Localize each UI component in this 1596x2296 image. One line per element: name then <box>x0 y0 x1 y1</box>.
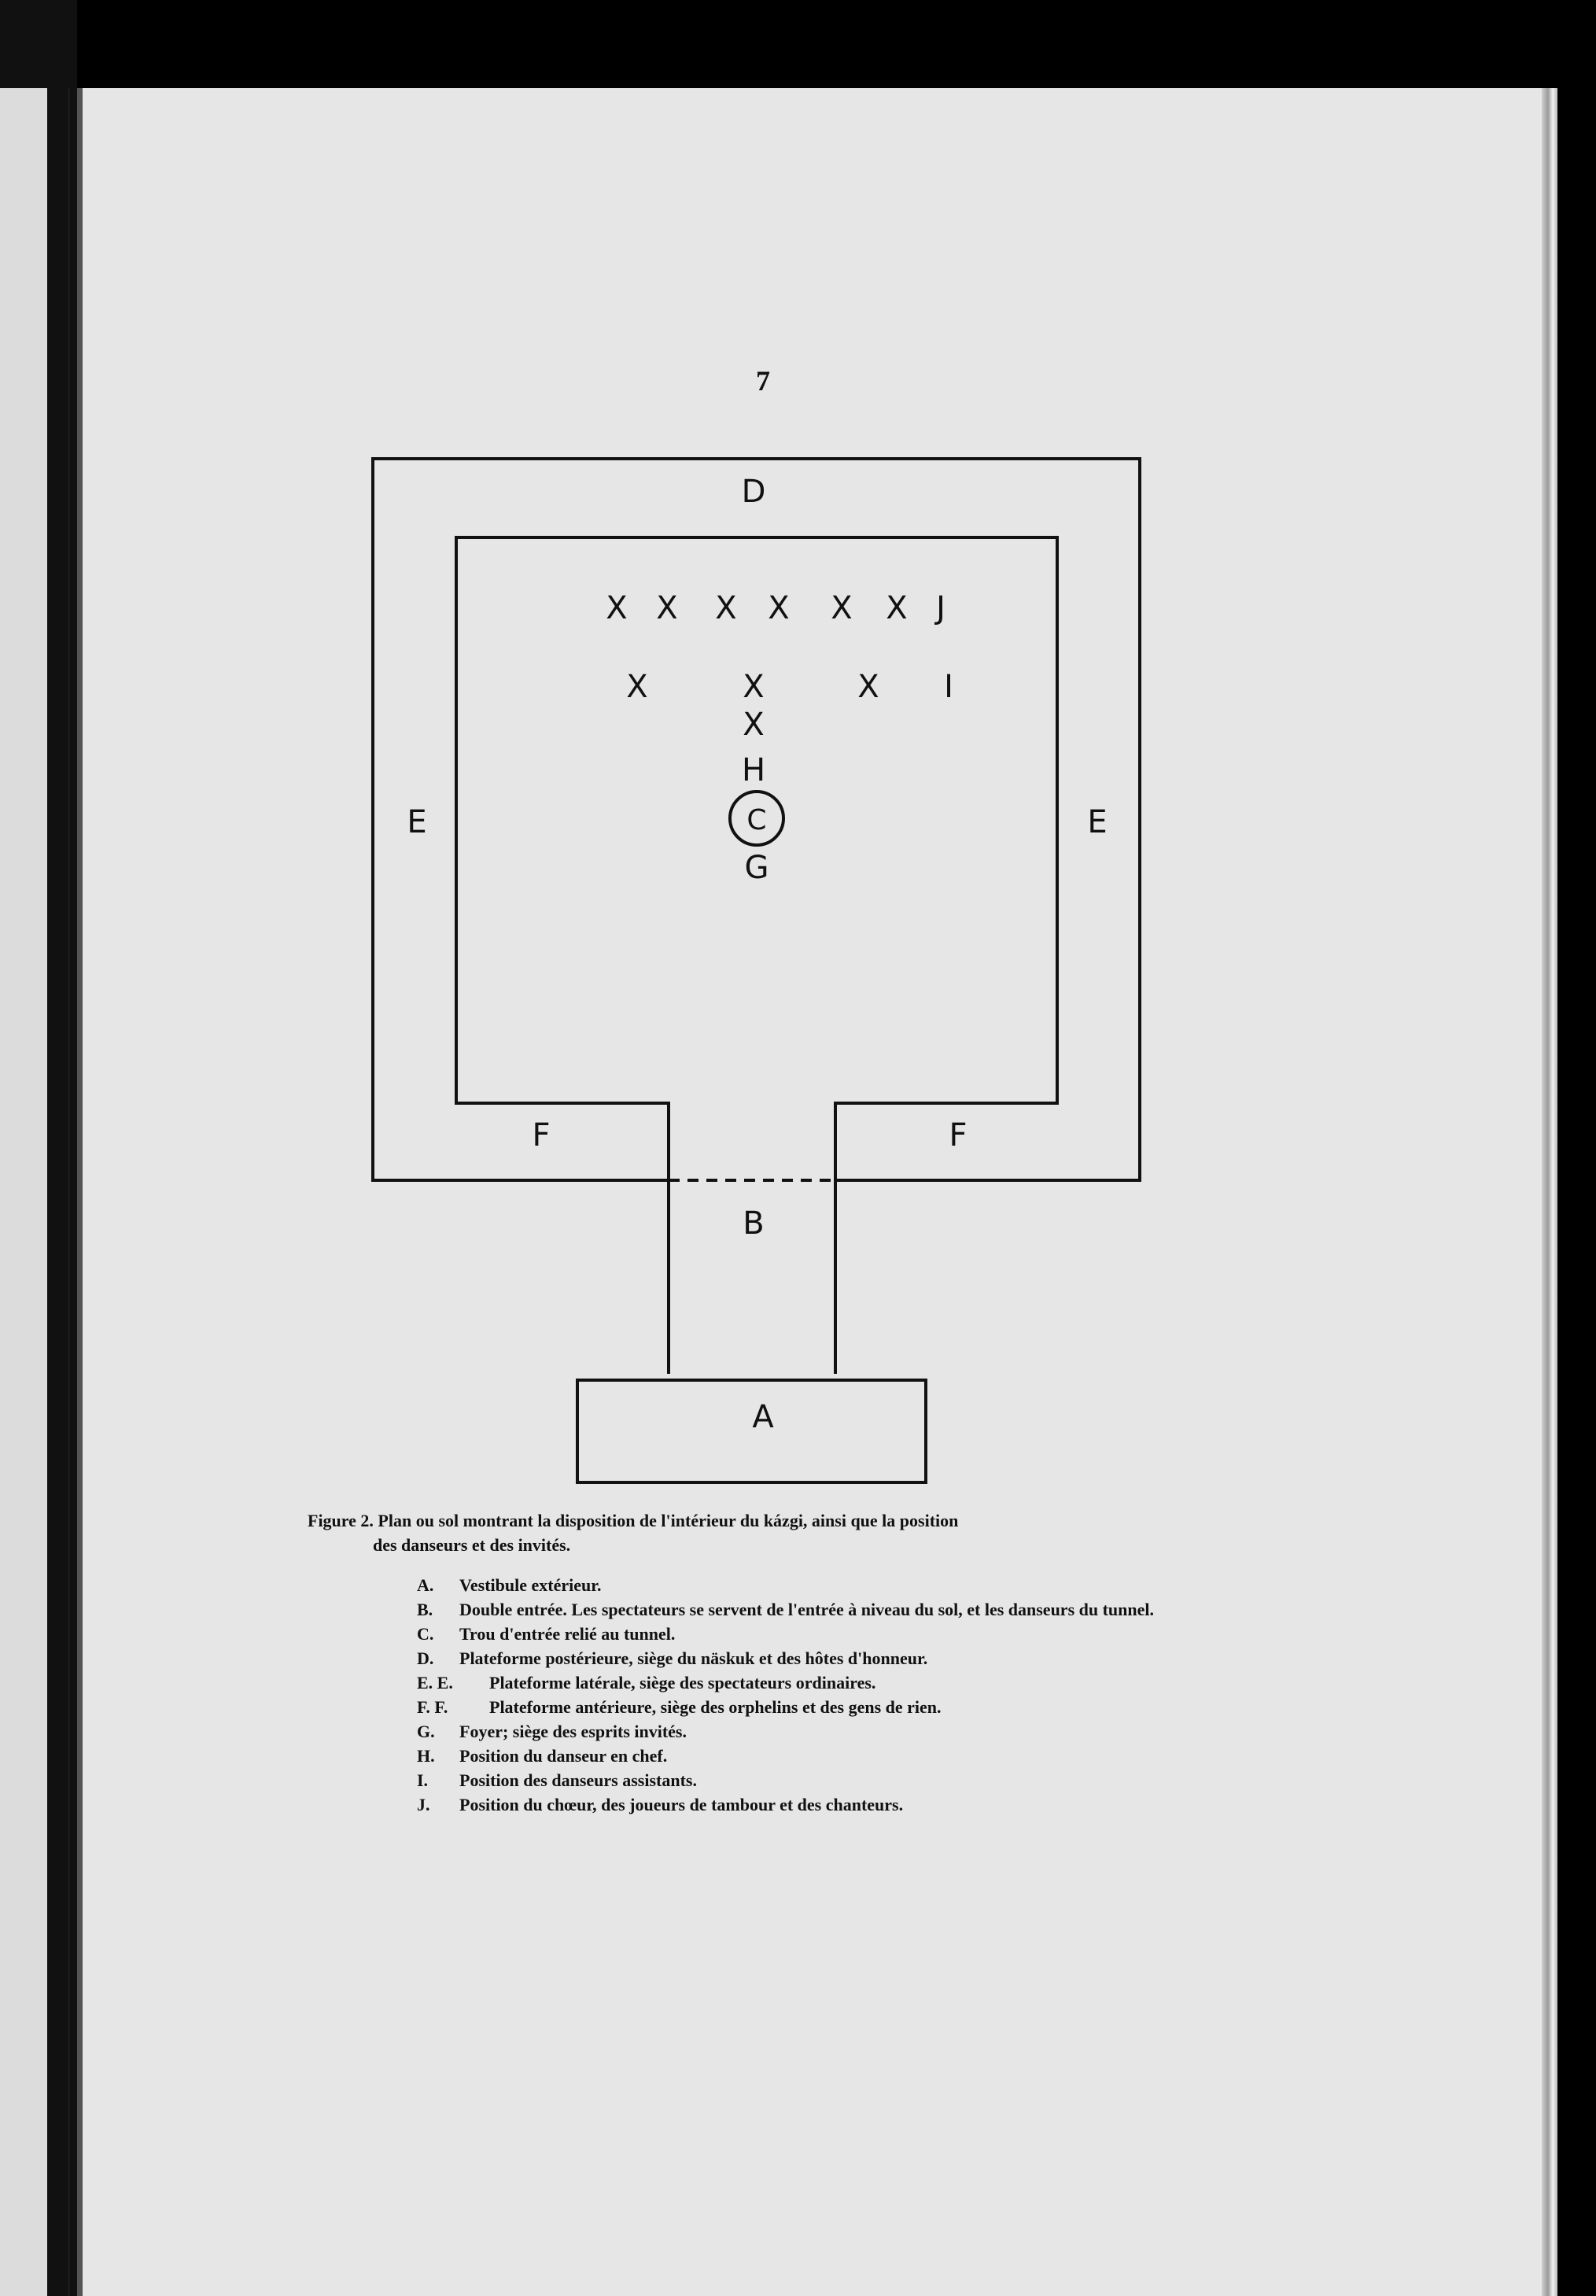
legend-key: A. <box>417 1575 434 1595</box>
legend-item <box>417 1768 1211 1792</box>
dancer-marker: X <box>626 669 648 705</box>
legend-item <box>417 1622 1211 1646</box>
caption-line-1 <box>308 1508 1208 1533</box>
caption-text-1: Plan ou sol montrant la disposition de l'intérieur du kázgi, ainsi que la position <box>378 1511 959 1530</box>
label-G: G <box>744 850 769 886</box>
legend-key: D. <box>417 1648 434 1668</box>
chorus-marker: X <box>768 590 790 626</box>
legend-key: F. F. <box>417 1697 448 1717</box>
label-F-right: F <box>949 1117 968 1154</box>
legend-item <box>417 1719 1211 1744</box>
legend-text: Position du chœur, des joueurs de tambour et des chanteurs. <box>459 1795 904 1814</box>
figure-label: Figure 2. <box>308 1511 374 1530</box>
page-number: 7 <box>756 365 770 397</box>
legend-item <box>417 1670 1211 1695</box>
legend-text: Double entrée. Les spectateurs se servent de l'entrée à niveau du sol, et les danseurs du tunnel. <box>459 1600 1155 1619</box>
legend-key: B. <box>417 1600 433 1619</box>
legend-item <box>417 1646 1211 1670</box>
legend-key: C. <box>417 1624 434 1644</box>
label-D: D <box>741 474 766 510</box>
legend-list <box>417 1573 1211 1817</box>
legend-text: Position du danseur en chef. <box>459 1746 668 1766</box>
legend-text: Plateforme postérieure, siège du näskuk et des hôtes d'honneur. <box>459 1648 928 1668</box>
chorus-marker: X <box>831 590 853 626</box>
label-B: B <box>743 1205 765 1242</box>
label-A: A <box>752 1399 774 1435</box>
legend-text: Plateforme latérale, siège des spectateurs ordinaires. <box>489 1673 876 1692</box>
inner-wall <box>456 537 1057 1374</box>
legend-item <box>417 1573 1211 1597</box>
label-I: I <box>944 669 953 705</box>
chorus-marker: X <box>656 590 678 626</box>
label-E-left: E <box>407 804 427 840</box>
label-J: J <box>936 590 945 626</box>
legend-text: Foyer; siège des esprits invités. <box>459 1722 687 1741</box>
legend-text: Plateforme antérieure, siège des orphelins et des gens de rien. <box>489 1697 942 1717</box>
legend-key: H. <box>417 1746 435 1766</box>
legend-key: G. <box>417 1722 435 1741</box>
legend-item <box>417 1744 1211 1768</box>
chorus-marker: X <box>886 590 908 626</box>
legend-text: Trou d'entrée relié au tunnel. <box>459 1624 676 1644</box>
legend-key: I. <box>417 1770 429 1790</box>
label-C: C <box>746 804 767 836</box>
legend-item <box>417 1597 1211 1622</box>
legend-item <box>417 1792 1211 1817</box>
legend-text: Position des danseurs assistants. <box>459 1770 697 1790</box>
label-H: H <box>741 752 766 788</box>
dancer-marker: X <box>743 669 765 705</box>
caption-line-2: des danseurs et des invités. <box>373 1535 571 1555</box>
dancer-marker: X <box>857 669 879 705</box>
label-F-left: F <box>532 1117 551 1154</box>
legend-key: J. <box>417 1795 430 1814</box>
legend-text: Vestibule extérieur. <box>459 1575 602 1595</box>
chorus-marker: X <box>715 590 737 626</box>
legend-key: E. E. <box>417 1673 453 1692</box>
label-E-right: E <box>1087 804 1108 840</box>
dancer-marker: X <box>743 707 765 743</box>
figure-caption <box>308 1508 1208 1557</box>
legend-item <box>417 1695 1211 1719</box>
chorus-marker: X <box>606 590 628 626</box>
